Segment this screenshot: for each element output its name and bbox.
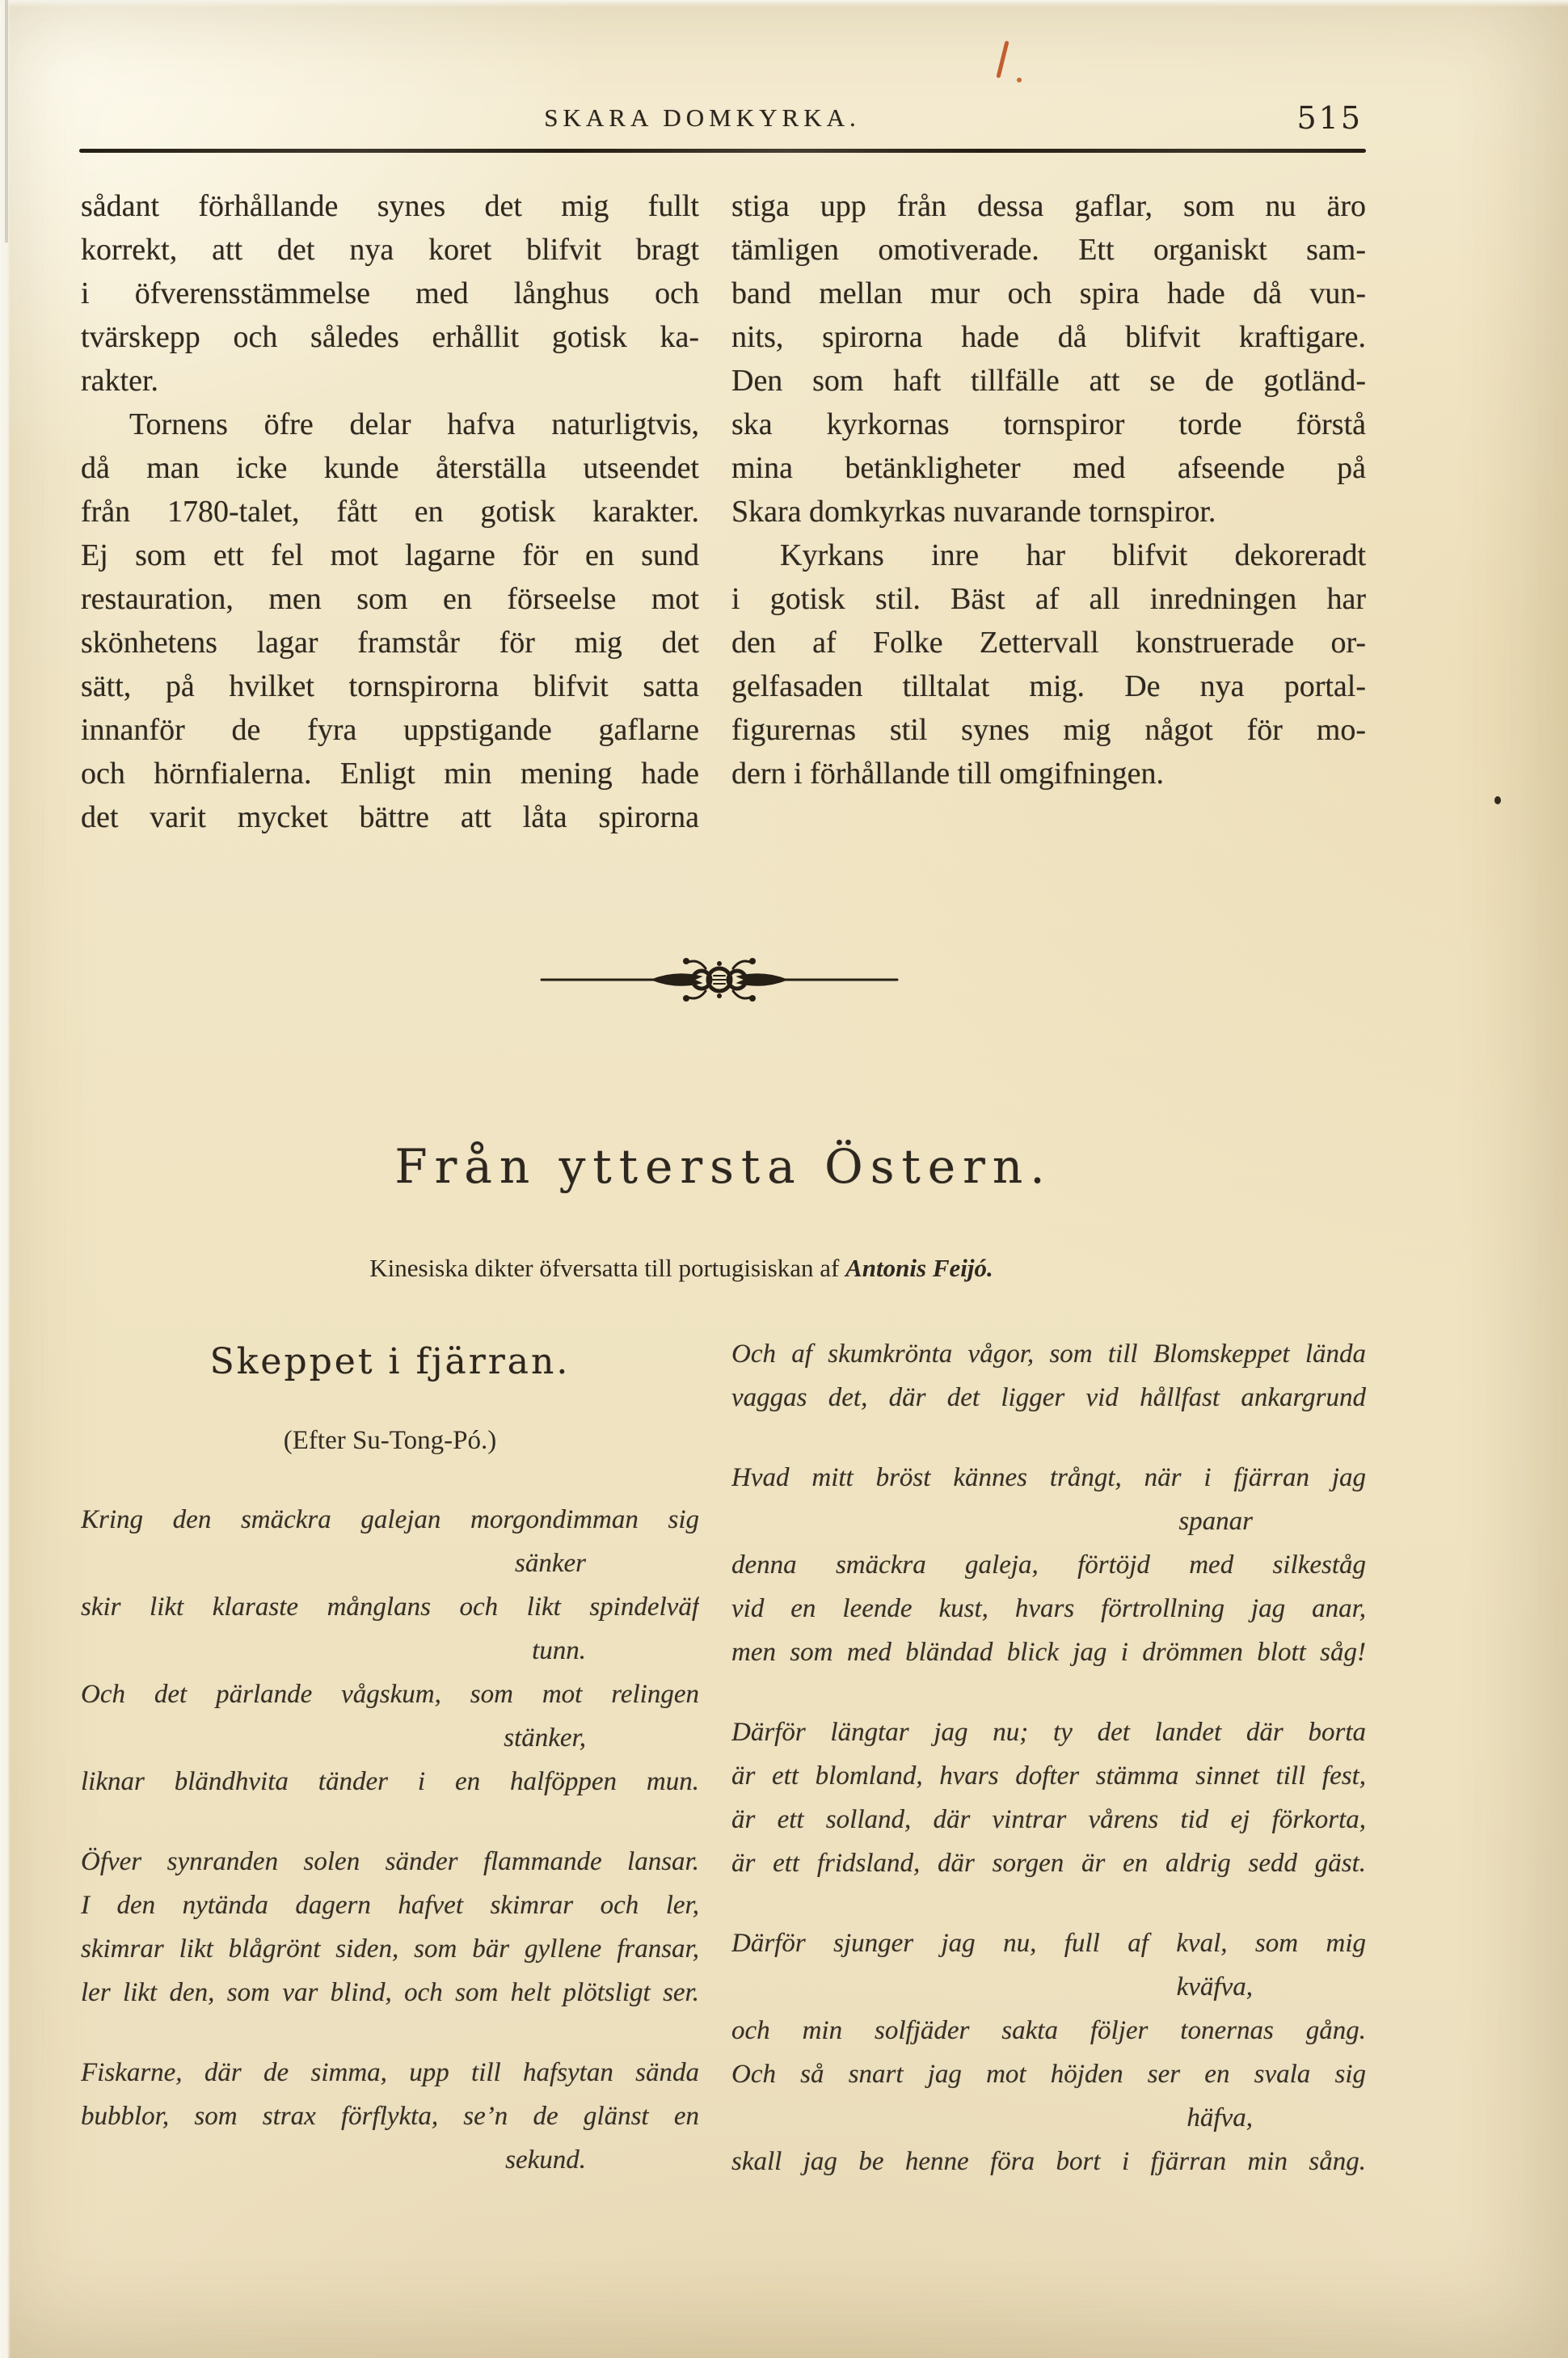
section-subtitle: [81, 1251, 1366, 1285]
poem-line: skall jag be henne föra bort i fjärran min sång.: [731, 2147, 1366, 2176]
body-text-line: sådant förhållande synes det mig fullt: [81, 189, 699, 223]
poem-line: häfva,: [1187, 2103, 1253, 2132]
poem-line: är ett solland, där vintrar vårens tid ej förkorta,: [731, 1805, 1366, 1834]
poem-line: är ett fridsland, där sorgen är en aldrig sedd gäst.: [731, 1849, 1366, 1878]
scan-edge-grain: [5, 0, 8, 243]
poem-line: ler likt den, som var blind, och som helt plötsligt ser.: [81, 1978, 699, 2007]
orange-pen-dot: [1017, 78, 1022, 82]
body-text-line: i gotisk stil. Bäst af all inredningen har: [731, 582, 1366, 616]
poem-line: skimrar likt blågrönt siden, som bär gyllene fransar,: [81, 1934, 699, 1964]
poem-line: Och så snart jag mot höjden ser en svala sig: [731, 2060, 1366, 2089]
body-text-line: gelfasaden tilltalat mig. De nya portal-: [731, 669, 1366, 703]
poem-line: Fiskarne, där de simma, upp till hafsytan sända: [81, 2058, 699, 2087]
poem-stanza: [81, 2051, 699, 2182]
poem-line: spanar: [1178, 1507, 1253, 1536]
subtitle-text: Kinesiska dikter öfversatta till portugisiskan af: [369, 1254, 846, 1282]
poem-line: Därför längtar jag nu; ty det landet där borta: [731, 1718, 1366, 1747]
body-text-line: sätt, på hvilket tornspirorna blifvit satta: [81, 669, 699, 703]
body-text-line: Ej som ett fel mot lagarne för en sund: [81, 538, 699, 572]
body-text-line: innanför de fyra uppstigande gaflarne: [81, 713, 699, 747]
body-text-line: från 1780-talet, fått en gotisk karakter.: [81, 495, 699, 529]
article-column-left: [81, 184, 699, 839]
poem-stanza: [731, 1456, 1366, 1674]
header-rule: [79, 149, 1366, 153]
poem-line: Därför sjunger jag nu, full af kval, som mig: [731, 1929, 1366, 1958]
body-text-line: och hörnfialerna. Enligt min mening hade: [81, 757, 699, 791]
poem-line: sänker: [515, 1549, 586, 1578]
poem-line: är ett blomland, hvars dofter stämma sinnet till fest,: [731, 1761, 1366, 1791]
poem-line: kväfva,: [1176, 1972, 1253, 2002]
page-number: 515: [1296, 100, 1363, 136]
poem-attribution: (Efter Su-Tong-Pó.): [283, 1426, 497, 1455]
poem-line: men som med bländad blick jag i drömmen blott såg!: [731, 1638, 1366, 1667]
poem-line: Och det pärlande vågskum, som mot relingen: [81, 1680, 699, 1709]
body-text-line: skönhetens lagar framstår för mig det: [81, 626, 699, 660]
poem-stanza: [731, 1710, 1366, 1885]
body-text-line: ska kyrkornas tornspiror torde förstå: [731, 407, 1366, 441]
poem-line: Och af skumkrönta vågor, som till Blomskeppet lända: [731, 1339, 1366, 1369]
body-text-line: mina betänkligheter med afseende på: [731, 451, 1366, 485]
page-header: [81, 100, 1366, 146]
body-text-line: den af Folke Zettervall konstruerade or-: [731, 626, 1366, 660]
poem-stanza: [731, 1332, 1366, 1419]
poem-stanzas-left: [81, 1498, 699, 2182]
body-text-line: tvärskepp och således erhållit gotisk ka-: [81, 320, 699, 354]
poem-line: denna smäckra galeja, förtöjd med silkeståg: [731, 1550, 1366, 1580]
poem-line: Hvad mitt bröst kännes trångt, när i fjärran jag: [731, 1463, 1366, 1492]
body-text-line: tämligen omotiverade. Ett organiskt sam-: [731, 233, 1366, 267]
body-text-line: dern i förhållande till omgifningen.: [731, 757, 1165, 791]
body-text-line: rakter.: [81, 364, 159, 398]
body-text-line: Den som haft tillfälle att se de gotländ-: [731, 364, 1366, 398]
scan-edge-left: [0, 0, 11, 2358]
body-text-line: figurernas stil synes mig något för mo-: [731, 713, 1366, 747]
body-text-line: Tornens öfre delar hafva naturligtvis,: [129, 407, 699, 441]
poem-line: bubblor, som strax förflykta, se’n de glänst en: [81, 2102, 699, 2131]
poem-line: skir likt klaraste månglans och likt spindelväf: [81, 1592, 699, 1622]
body-text-line: nits, spirorna hade då blifvit kraftigare.: [731, 320, 1366, 354]
poem-line: Kring den smäckra galejan morgondimman sig: [81, 1505, 699, 1534]
poem-line: vaggas det, där det ligger vid hållfast ankargrund: [731, 1383, 1366, 1412]
body-text-line: band mellan mur och spira hade då vun-: [731, 276, 1366, 310]
ink-speck: [1494, 796, 1501, 804]
poem-line: och min solfjäder sakta följer tonernas gång.: [731, 2016, 1366, 2045]
poem-line: tunn.: [532, 1636, 586, 1665]
body-text-line: korrekt, att det nya koret blifvit bragt: [81, 233, 699, 267]
body-text-line: restauration, men som en förseelse mot: [81, 582, 699, 616]
article-column-right: [731, 184, 1366, 839]
body-text-line: det varit mycket bättre att låta spirorna: [81, 800, 699, 834]
body-text-line: i öfverensstämmelse med långhus och: [81, 276, 699, 310]
translator-name: Antonis Feijó.: [845, 1254, 993, 1282]
running-title: SKARA DOMKYRKA.: [544, 103, 861, 132]
body-text-line: då man icke kunde återställa utseendet: [81, 451, 699, 485]
poem-stanza: [731, 1921, 1366, 2183]
poem-column-right: [731, 1332, 1366, 2183]
poem-line: I den nytända dagern hafvet skimrar och ler,: [81, 1891, 699, 1920]
poem-column-left: [81, 1338, 699, 2182]
poem-line: sekund.: [505, 2145, 586, 2175]
body-text-line: stiga upp från dessa gaflar, som nu äro: [731, 189, 1366, 223]
poem-line: vid en leende kust, hvars förtrollning jag anar,: [731, 1594, 1366, 1623]
scan-edge-top: [0, 0, 1568, 7]
poem-stanzas-right: [731, 1332, 1366, 2183]
section-title: Från yttersta Östern.: [394, 1139, 1052, 1194]
poem-line: stänker,: [504, 1723, 586, 1753]
poem-stanza: [81, 1840, 699, 2014]
poem-stanza: [81, 1498, 699, 1803]
article-body: [81, 184, 1366, 839]
divider-ornament-icon: [540, 951, 899, 1009]
poem-line: liknar bländhvita tänder i en halföppen mun.: [81, 1767, 699, 1796]
poem-title: Skeppet i fjärran.: [209, 1341, 571, 1382]
poem-line: Öfver synranden solen sänder flammande lansar.: [81, 1847, 699, 1876]
body-text-line: Kyrkans inre har blifvit dekoreradt: [780, 538, 1366, 572]
body-text-line: Skara domkyrkas nuvarande tornspiror.: [731, 495, 1216, 529]
orange-pen-mark: [996, 40, 1009, 78]
